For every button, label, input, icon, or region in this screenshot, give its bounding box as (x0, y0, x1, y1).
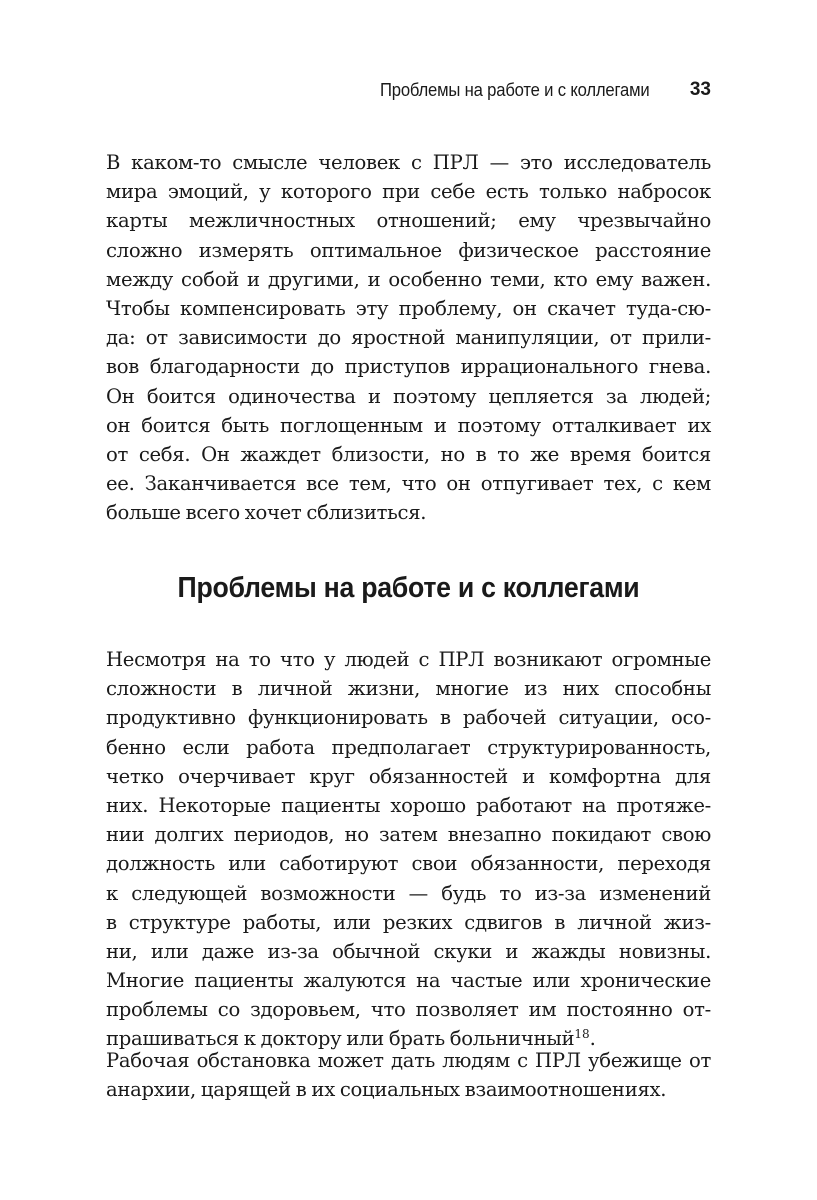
text-line: да: от зависимости до яростной манипуляции, от прили- (106, 326, 711, 350)
sentence-end: . (589, 1027, 596, 1051)
text-line: сложно измерять оптимальное физическое расстояние (106, 238, 711, 262)
text-line: анархии, царящей в их социальных взаимоотношениях. (106, 1078, 667, 1102)
text-line: мира эмоций, у которого при себе есть только набросок (106, 180, 711, 204)
text-line: них. Некоторые пациенты хорошо работают на протяже- (106, 793, 711, 817)
running-title: Проблемы на работе и с коллегами (379, 79, 649, 100)
text-line: ни, или даже из-за обычной скуки и жажды новизны. (106, 939, 711, 963)
text-line: В каком-то смысле человек с ПРЛ — это исследователь (106, 151, 711, 174)
section-heading: Проблемы на работе и с коллегами (177, 572, 640, 604)
text-line: четко очерчивает круг обязанностей и комфортна для (106, 764, 711, 788)
text-line: Многие пациенты жалуются на частые или хронические (106, 969, 711, 993)
text-line: в структуре работы, или резких сдвигов в личной жиз- (106, 910, 711, 934)
paragraph-work-problems (106, 645, 711, 1054)
paragraph-borderline-explorer (106, 148, 711, 527)
text-line: между собой и другими, и особенно теми, кто ему важен. (106, 267, 711, 291)
text-line: Несмотря на то что у людей с ПРЛ возникают огромные (106, 648, 711, 671)
text-line: он боится быть поглощенным и поэтому отталкивает их (106, 413, 711, 437)
text-line: бенно если работа предполагает структурированность, (106, 735, 711, 759)
text-line: должность или саботируют свои обязанности, переходя (106, 852, 711, 876)
text-line: от себя. Он жаждет близости, но в то же время боится (106, 442, 711, 466)
text-line-body: прашиваться к доктору или брать больничный (106, 1027, 575, 1051)
footnote-reference[interactable]: 18 (574, 1027, 590, 1042)
text-line: продуктивно функционировать в рабочей ситуации, осо- (106, 706, 711, 730)
text-line: к следующей возможности — будь то из-за изменений (106, 881, 711, 905)
text-line: вов благодарности до приступов иррационального гнева. (106, 355, 711, 379)
text-line: нии долгих периодов, но затем внезапно покидают свою (106, 823, 711, 847)
text-line: ее. Заканчивается все тем, что он отпугивает тех, с кем (106, 472, 711, 496)
text-line: Рабочая обстановка может дать людям с ПРЛ убежище от (106, 1049, 711, 1072)
page-number: 33 (689, 79, 711, 100)
text-line: карты межличностных отношений; ему чрезвычайно (106, 209, 711, 233)
text-line: больше всего хочет сблизиться. (106, 501, 427, 525)
text-line: сложности в личной жизни, многие из них способны (106, 677, 711, 701)
text-line: Он боится одиночества и поэтому цепляется за людей; (106, 384, 711, 408)
text-line: Чтобы компенсировать эту проблему, он скачет туда-сю- (106, 296, 711, 320)
text-line: проблемы со здоровьем, что позволяет им постоянно от- (106, 998, 711, 1022)
running-head (106, 76, 711, 104)
paragraph-work-refuge (106, 1046, 711, 1104)
